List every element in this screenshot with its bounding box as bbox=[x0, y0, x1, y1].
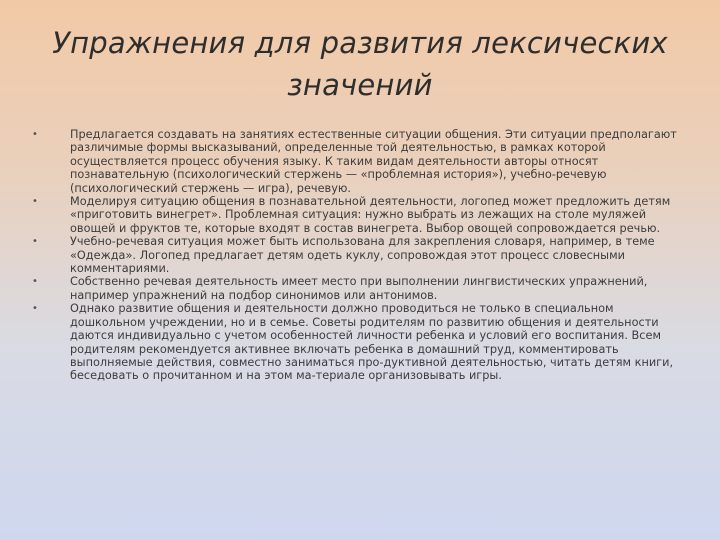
bullet-icon: • bbox=[32, 303, 38, 315]
slide-title: Упражнения для развития лексических значений bbox=[52, 26, 668, 102]
list-item bbox=[30, 302, 680, 382]
list-item bbox=[30, 275, 680, 302]
bullet-icon: • bbox=[32, 129, 38, 140]
bullet-list bbox=[30, 128, 680, 383]
bullet-text: Учебно-речевая ситуация может быть использована для закрепления словаря, например, в теме «Одежда». Логопед предлагает детям одеть куклу, сопровождая этот процесс словесными комментариями. bbox=[70, 235, 655, 276]
bullet-icon: • bbox=[32, 196, 38, 208]
bullet-text: Собственно речевая деятельность имеет место при выполнении лингвистических упражнений, например упражнений на подбор синонимов или антонимов. bbox=[70, 275, 648, 302]
list-item bbox=[30, 195, 680, 235]
bullet-icon: • bbox=[32, 236, 38, 248]
bullet-text: Однако развитие общения и деятельности должно проводиться не только в специальном дошкольном учреждении, но и в семье. Советы родителям по развитию общения и деятельности даются индивидуально с учетом особенностей личности ребенка и условий его воспитания. Всем родителям рекомендуется активнее включать ребенка в домашний труд, комментировать выполняемые действия, совместно заниматься про-дуктивной деятельностью, читать детям книги, беседовать о прочитанном и на этом ма-териале организовывать игры. bbox=[70, 302, 674, 383]
slide-content bbox=[30, 128, 680, 383]
list-item bbox=[30, 128, 680, 195]
list-item bbox=[30, 235, 680, 275]
bullet-text: Предлагается создавать на занятиях естественные ситуации общения. Эти ситуации предполагают различимые формы высказываний, определенные той деятельностью, в рамках которой осуществляется процесс обучения языку. К таким видам деятельности авторы относят познавательную (психологический стержень — «проблемная история»), учебно-речевую (психологический стержень — игра), речевую. bbox=[70, 128, 677, 195]
bullet-text: Моделируя ситуацию общения в познавательной деятельности, логопед может предложить детям «приготовить винегрет». Проблемная ситуация: нужно выбрать из лежащих на столе муляжей овощей и фруктов те, которые входят в состав винегрета. Выбор овощей сопровождается речью. bbox=[70, 195, 671, 235]
bullet-icon: • bbox=[32, 276, 38, 288]
